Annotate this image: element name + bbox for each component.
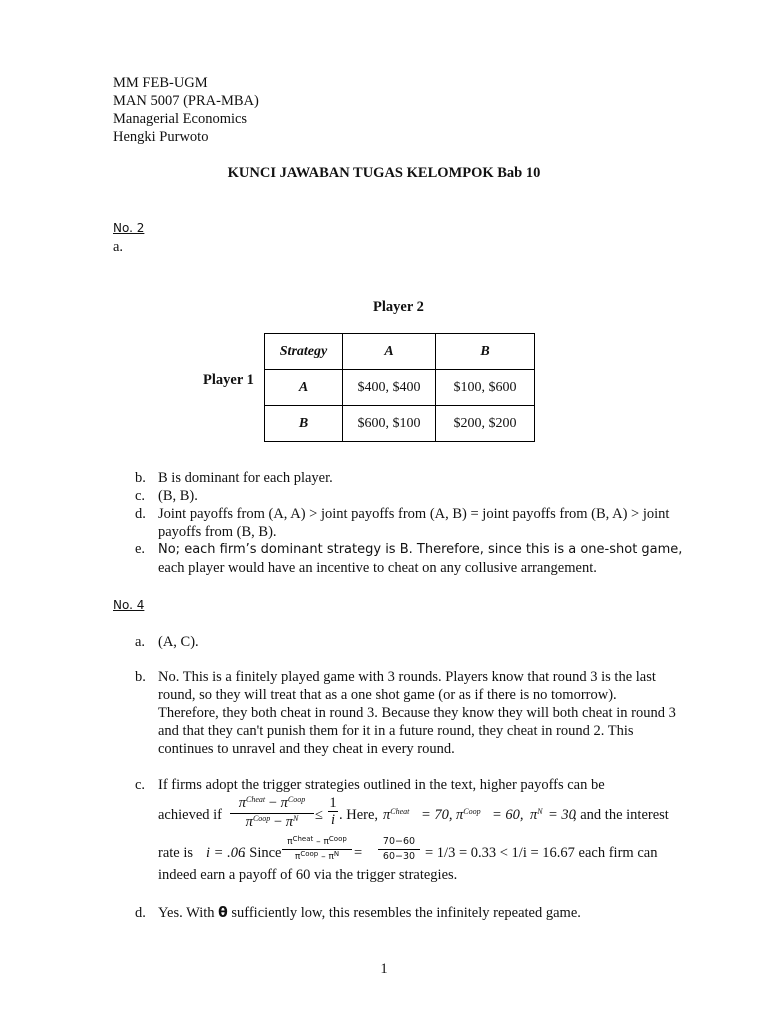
trigger-condition-fraction: $\pi^{Cheat} - \pi^{Coop}$ $\pi^{Coop} - \pi^N$: [230, 795, 314, 832]
theta-symbol: θ: [218, 905, 228, 921]
list-marker: a.: [135, 634, 146, 650]
list-item-text: indeed earn a payoff of 60 via the trigger strategies.: [158, 867, 458, 883]
table-row-header: B: [265, 406, 343, 442]
d-text-post: sufficiently low, this resembles the infinitely repeated game.: [231, 905, 581, 921]
rate-value: i = .06: [206, 845, 246, 861]
payoff-matrix: [264, 333, 535, 442]
table-row: [265, 406, 535, 442]
list-item-text-serif: each player would have an incentive to cheat on any collusive arrangement.: [158, 560, 597, 576]
list-marker: b.: [135, 470, 146, 486]
since-text: . Since: [242, 845, 282, 861]
list-marker: d.: [135, 905, 146, 921]
since-numeric-fraction: [378, 835, 420, 864]
list-marker: b.: [135, 669, 146, 685]
result-text: = 1/3 = 0.33 < 1/i = 16.67 each firm can: [425, 845, 658, 861]
rate-line: rate is i = .06 . Since $\pi^{Cheat} - \pi^{Coop}$ $\pi^{Coop} - \pi^N$ = $\frac{70-60}{60-30}$ = 1/3 = 0.33 < 1/i = 16.67 each firm can: [158, 835, 658, 862]
list-item-text: [158, 540, 683, 577]
list-marker: c.: [135, 488, 146, 504]
table-cell: $100, $600: [436, 370, 535, 406]
course-name: Managerial Economics: [113, 111, 248, 127]
table-header-cell: A: [343, 334, 436, 370]
d-text-pre: Yes. With: [158, 905, 215, 921]
course-program: MM FEB-UGM: [113, 75, 208, 91]
interest-text: , and the interest: [573, 807, 669, 823]
q2-part-a-label: a.: [113, 239, 124, 255]
table-header-cell: Strategy: [265, 334, 343, 370]
table-cell: $200, $200: [436, 406, 535, 442]
list-item-text: (A, C).: [158, 634, 199, 650]
player-1-label: Player 1: [203, 372, 254, 388]
table-cell: $600, $100: [343, 406, 436, 442]
table-row: [265, 334, 535, 370]
list-item-text-sans: No; each firm’s dominant strategy is B. Therefore, since this is a one-shot game,: [158, 542, 683, 557]
table-row-header: A: [265, 370, 343, 406]
course-code: MAN 5007 (PRA-MBA): [113, 93, 259, 109]
table-header-cell: B: [436, 334, 535, 370]
table-row: [265, 370, 535, 406]
player-2-label: Player 2: [373, 299, 424, 315]
coop-value: = 60,: [492, 807, 524, 823]
list-marker: e.: [135, 541, 146, 557]
list-marker: d.: [135, 506, 146, 522]
here-text: . Here,: [339, 807, 379, 823]
question-2-heading: No. 2: [113, 221, 145, 235]
page-number: 1: [380, 961, 388, 977]
instructor-name: Hengki Purwoto: [113, 129, 209, 145]
document-title: KUNCI JAWABAN TUGAS KELOMPOK Bab 10: [227, 165, 541, 181]
table-cell: $400, $400: [343, 370, 436, 406]
list-item-text: (B, B).: [158, 488, 198, 504]
list-item-text: B is dominant for each player.: [158, 470, 333, 486]
since-symbolic-fraction: $\pi^{Cheat} - \pi^{Coop}$ $\pi^{Coop} - \pi^N$: [282, 835, 352, 864]
achieved-if-text: achieved if: [158, 807, 223, 823]
list-item-text: No. This is a finitely played game with 3 rounds. Players know that round 3 is the last round, so they will treat that as a one shot game (or as if there is no tomorrow). Therefore, they both cheat in round 3. Because they know they will both cheat in round 3 and that they can't punish them for it in a future round, they cheat in round 2. This continues to unravel and they cheat in every round.: [158, 669, 676, 757]
list-item-text: [158, 904, 693, 922]
cheat-value: = 70,: [421, 807, 453, 823]
list-item-text: Joint payoffs from (A, A) > joint payoffs from (A, B) = joint payoffs from (B, A) > joint payoffs from (B, B).: [158, 506, 670, 540]
n-value: = 30: [548, 807, 576, 823]
list-item-text: If firms adopt the trigger strategies outlined in the text, higher payoffs can be: [158, 777, 605, 793]
condition-line: achieved if $\pi^{Cheat} - \pi^{Coop}$ $\pi^{Coop} - \pi^N$ ≤ 1 i . Here, $\pi^{Cheat}$ = 70, $\pi^{Coop}$ = 60, $\pi^N$ = 30 , and the interest: [158, 795, 669, 830]
numeric-fraction-numerator: 70−60: [378, 835, 420, 850]
rate-is-text: rate is: [158, 845, 194, 861]
list-marker: c.: [135, 777, 146, 793]
numeric-fraction-denominator: 60−30: [382, 851, 416, 862]
question-4-heading: No. 4: [113, 598, 145, 612]
